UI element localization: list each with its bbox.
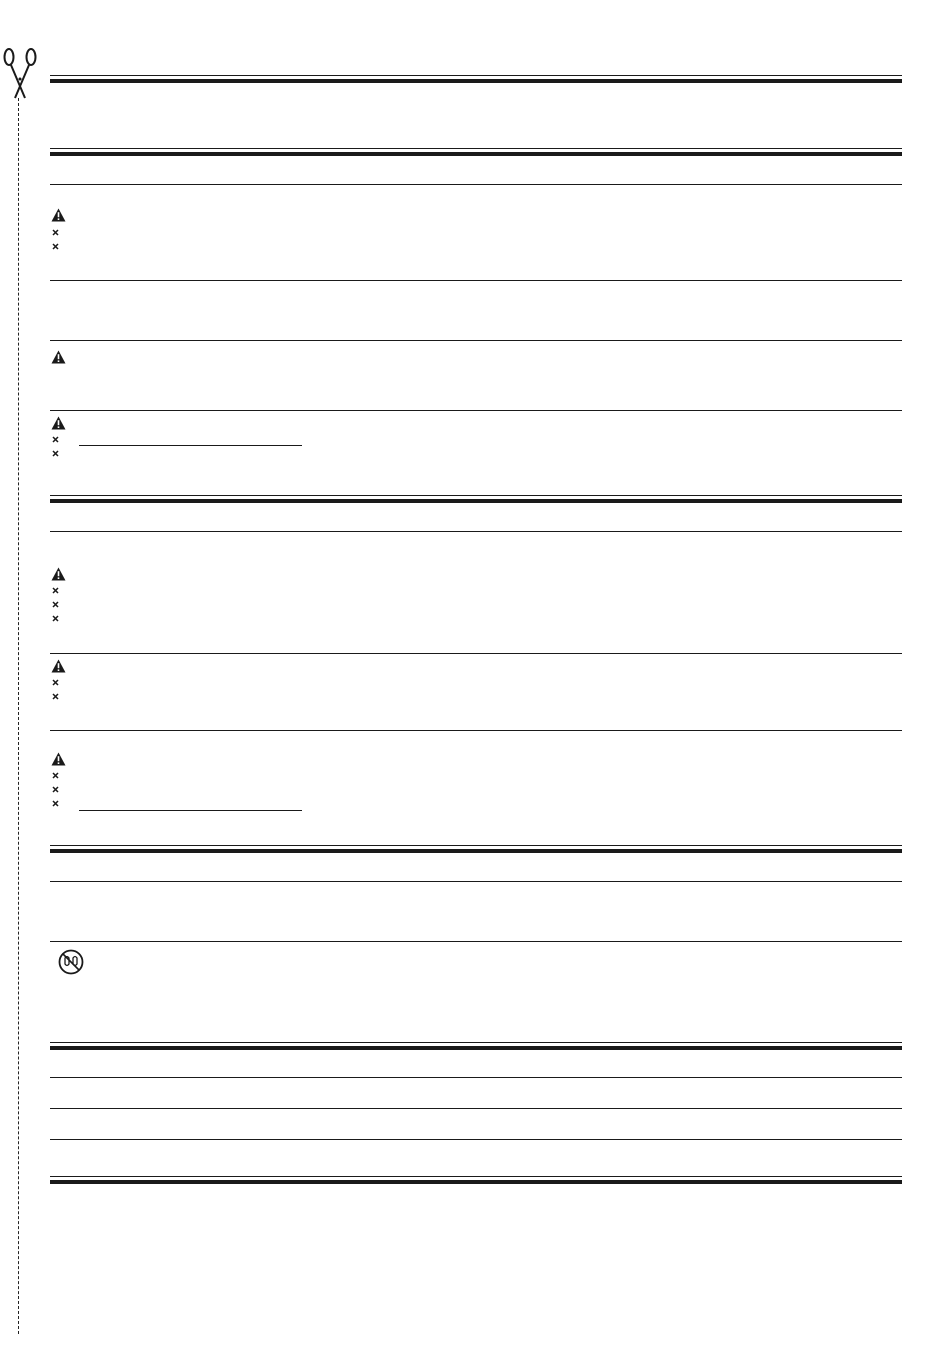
section-rule <box>50 881 902 882</box>
cut-guide-line <box>18 98 19 1334</box>
section-rule <box>50 280 902 281</box>
bullet-mark-icon <box>52 450 59 457</box>
section-rule-double <box>50 849 902 853</box>
bullet-mark-icon <box>52 800 59 807</box>
bullet-mark-icon <box>52 243 59 250</box>
section-rule-double <box>50 1046 902 1050</box>
bullet-mark-icon <box>52 693 59 700</box>
text-underline <box>79 445 302 446</box>
table-row-rule <box>50 1077 902 1078</box>
warning-icon <box>51 350 66 364</box>
table-row-rule <box>50 1108 902 1109</box>
scissors-icon <box>2 46 38 102</box>
section-rule <box>50 941 902 942</box>
warning-icon <box>51 416 66 430</box>
section-rule <box>50 531 902 532</box>
section-rule <box>50 410 902 411</box>
bullet-mark-icon <box>52 229 59 236</box>
section-rule <box>50 730 902 731</box>
warning-icon <box>51 659 66 673</box>
text-underline <box>79 810 302 811</box>
bullet-mark-icon <box>52 679 59 686</box>
bullet-mark-icon <box>52 786 59 793</box>
section-rule <box>50 184 902 185</box>
bullet-mark-icon <box>52 615 59 622</box>
section-rule-double <box>50 79 902 83</box>
bullet-mark-icon <box>52 601 59 608</box>
section-rule-double-bottom <box>50 1176 902 1177</box>
bullet-mark-icon <box>52 587 59 594</box>
bullet-mark-icon <box>52 772 59 779</box>
section-rule-double <box>50 152 902 156</box>
table-row-rule <box>50 1139 902 1140</box>
bullet-mark-icon <box>52 436 59 443</box>
section-rule-double <box>50 499 902 503</box>
no-disassembly-icon <box>58 949 84 975</box>
warning-icon <box>51 752 66 766</box>
warning-icon <box>51 208 66 222</box>
section-rule <box>50 653 902 654</box>
warning-icon <box>51 567 66 581</box>
section-rule <box>50 340 902 341</box>
